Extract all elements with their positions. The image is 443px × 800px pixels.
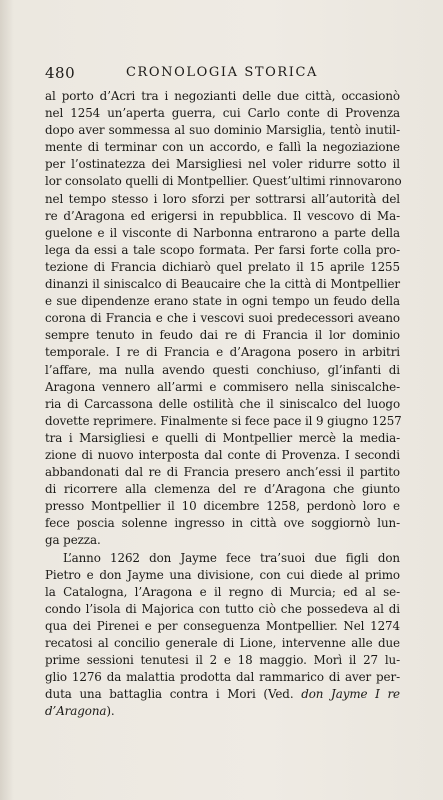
running-title: CRONOLOGIA STORICA — [125, 65, 319, 80]
text-line: temporale. I re di Francia e d’Aragona posero in arbitri — [45, 345, 400, 360]
body-text — [45, 88, 400, 720]
text-line: prime sessioni tenutesi il 2 e 18 maggio. Morì il 27 lu- — [45, 653, 400, 668]
text-line: ga pezza. — [45, 533, 101, 548]
text-line: recatosi al concilio generale di Lione, intervenne alle due — [45, 636, 400, 650]
text-line — [45, 703, 400, 720]
text-line: la Catalogna, l’Aragona e il regno di Murcia; ed al se- — [45, 584, 400, 599]
text-line: condo l’isola di Majorica con tutto ciò che possedeva al di — [45, 601, 400, 616]
text-line: re d’Aragona ed erigersi in repubblica. Il vescovo di Ma- — [45, 208, 400, 223]
text-line: dovette reprimere. Finalmente si fece pace il 9 giugno 1257 — [45, 413, 402, 428]
text-line: presso Montpellier il 10 dicembre 1258, perdonò loro e — [45, 499, 400, 514]
text-line: sempre tenuto in feudo dai re di Francia il lor dominio — [45, 328, 400, 343]
text-line: lega da essi a tale scopo formata. Per farsi forte colla pro- — [45, 242, 400, 257]
text-line: ria di Carcassona delle ostilità che il siniscalco del luogo — [45, 396, 400, 411]
text-line: guelone e il visconte di Narbonna entrarono a parte della — [45, 225, 400, 240]
text-line: dopo aver sommessa al suo dominio Marsiglia, tentò inutil- — [45, 123, 400, 138]
text-line: Pietro e don Jayme una divisione, con cui diede al primo — [45, 567, 400, 582]
text-line: tezione di Francia dichiarò quel prelato il 15 aprile 1255 — [45, 259, 400, 274]
text-line: fece poscia solenne ingresso in città ove soggiornò lun- — [45, 516, 400, 531]
text-line: tra i Marsigliesi e quelli di Montpellier mercè la media- — [45, 430, 400, 445]
italic-reference: don Jayme I re — [301, 687, 400, 702]
text-line — [45, 686, 400, 703]
italic-reference: d’Aragona — [45, 704, 107, 719]
text-line: nel 1254 un’aperta guerra, cui Carlo conte di Provenza — [45, 106, 400, 121]
text-line: l’affare, ma nulla avendo questi conchiuso, gl’infanti di — [45, 362, 400, 377]
text-fragment: duta una battaglia contra i Mori (Ved. — [45, 687, 294, 702]
text-line: L’anno 1262 don Jayme fece tra’suoi due figli don — [63, 550, 400, 565]
text-line: corona di Francia e che i vescovi suoi predecessori aveano — [45, 311, 400, 326]
text-line: mente di terminar con un accordo, e fallì la negoziazione — [45, 140, 400, 155]
text-line: dinanzi il siniscalco di Beaucaire che la città di Montpellier — [45, 277, 400, 292]
text-line: al porto d’Acri tra i negozianti delle due città, occasionò — [45, 89, 400, 103]
text-line: zione di nuovo interposta dal conte di Provenza. I secondi — [45, 447, 400, 462]
text-line: qua dei Pirenei e per conseguenza Montpellier. Nel 1274 — [45, 618, 400, 633]
text-line: di ricorrere alla clemenza del re d’Aragona che giunto — [45, 482, 400, 497]
text-line: nel tempo stesso i loro sforzi per sottrarsi all’autorità del — [45, 191, 400, 206]
text-line: abbandonati dal re di Francia presero anch’essi il partito — [45, 465, 400, 480]
page-number: 480 — [45, 64, 76, 82]
page-header — [45, 64, 399, 86]
text-line: glio 1276 da malattia prodotta dal rammarico di aver per- — [45, 670, 400, 685]
text-line: Aragona vennero all’armi e commisero nella siniscalche- — [45, 379, 400, 394]
text-line: e sue dipendenze erano state in ogni tempo un feudo della — [45, 294, 400, 309]
text-fragment: ). — [106, 704, 115, 719]
text-line: per l’ostinatezza dei Marsigliesi nel voler ridurre sotto il — [45, 157, 400, 172]
text-line: lor consolato quelli di Montpellier. Quest’ultimi rinnovarono — [45, 174, 402, 189]
